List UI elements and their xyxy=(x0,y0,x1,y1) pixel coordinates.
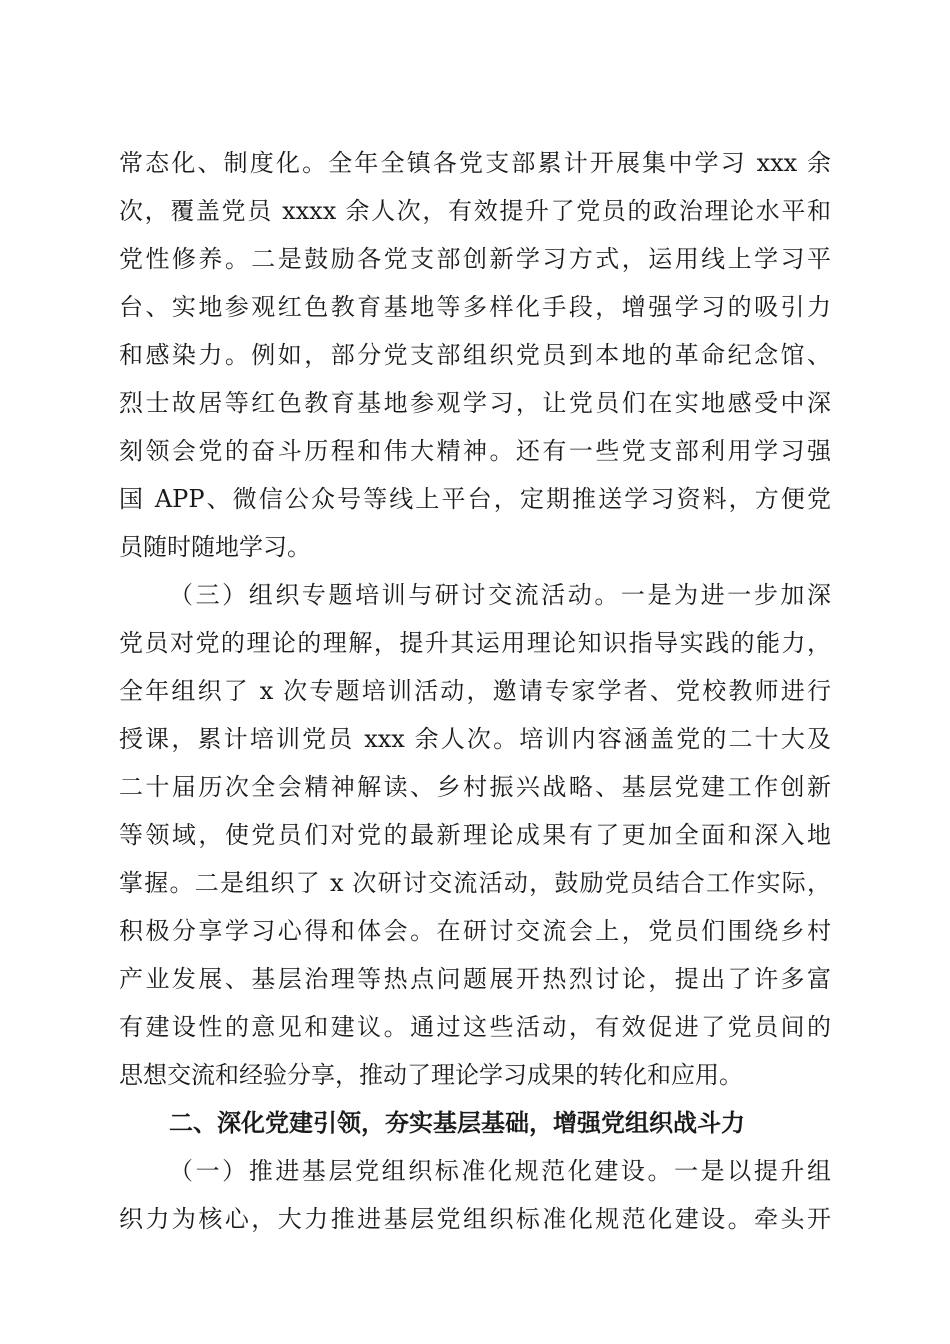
body-text-line: 和感染力。例如，部分党支部组织党员到本地的革命纪念馆、 xyxy=(119,341,831,369)
body-text-line: 掌握。二是组织了 x 次研讨交流活动，鼓励党员结合工作实际， xyxy=(119,869,831,897)
subsection-paragraph-start: （一）推进基层党组织标准化规范化建设。一是以提升组 xyxy=(169,1157,831,1185)
body-text-line: 积极分享学习心得和体会。在研讨交流会上，党员们围绕乡村 xyxy=(119,917,831,945)
body-text-line: 常态化、制度化。全年全镇各党支部累计开展集中学习 xxx 余 xyxy=(119,149,831,177)
body-text-line: 台、实地参观红色教育基地等多样化手段，增强学习的吸引力 xyxy=(119,293,831,321)
body-text-line: 全年组织了 x 次专题培训活动，邀请专家学者、党校教师进行 xyxy=(119,677,831,705)
section-heading: 二、深化党建引领，夯实基层基础，增强党组织战斗力 xyxy=(169,1109,745,1137)
body-text-line: 思想交流和经验分享，推动了理论学习成果的转化和应用。 xyxy=(119,1061,743,1089)
body-text-line: 次，覆盖党员 xxxx 余人次，有效提升了党员的政治理论水平和 xyxy=(119,197,831,225)
body-text-line: 授课，累计培训党员 xxx 余人次。培训内容涵盖党的二十大及 xyxy=(119,725,831,753)
body-text-line: 员随时随地学习。 xyxy=(119,533,311,561)
body-text-line: 党性修养。二是鼓励各党支部创新学习方式，运用线上学习平 xyxy=(119,245,831,273)
body-text-line: 产业发展、基层治理等热点问题展开热烈讨论，提出了许多富 xyxy=(119,965,831,993)
subsection-paragraph-start: （三）组织专题培训与研讨交流活动。一是为进一步加深 xyxy=(169,581,831,609)
body-text-line: 国 APP、微信公众号等线上平台，定期推送学习资料，方便党 xyxy=(119,485,831,513)
body-text-line: 有建设性的意见和建议。通过这些活动，有效促进了党员间的 xyxy=(119,1013,831,1041)
body-text-line: 织力为核心，大力推进基层党组织标准化规范化建设。牵头开 xyxy=(119,1205,831,1233)
body-text-line: 烈士故居等红色教育基地参观学习，让党员们在实地感受中深 xyxy=(119,389,831,417)
body-text-line: 党员对党的理论的理解，提升其运用理论知识指导实践的能力， xyxy=(119,629,831,657)
body-text-line: 刻领会党的奋斗历程和伟大精神。还有一些党支部利用学习强 xyxy=(119,437,831,465)
body-text-line: 等领域，使党员们对党的最新理论成果有了更加全面和深入地 xyxy=(119,821,831,849)
body-text-line: 二十届历次全会精神解读、乡村振兴战略、基层党建工作创新 xyxy=(119,773,831,801)
